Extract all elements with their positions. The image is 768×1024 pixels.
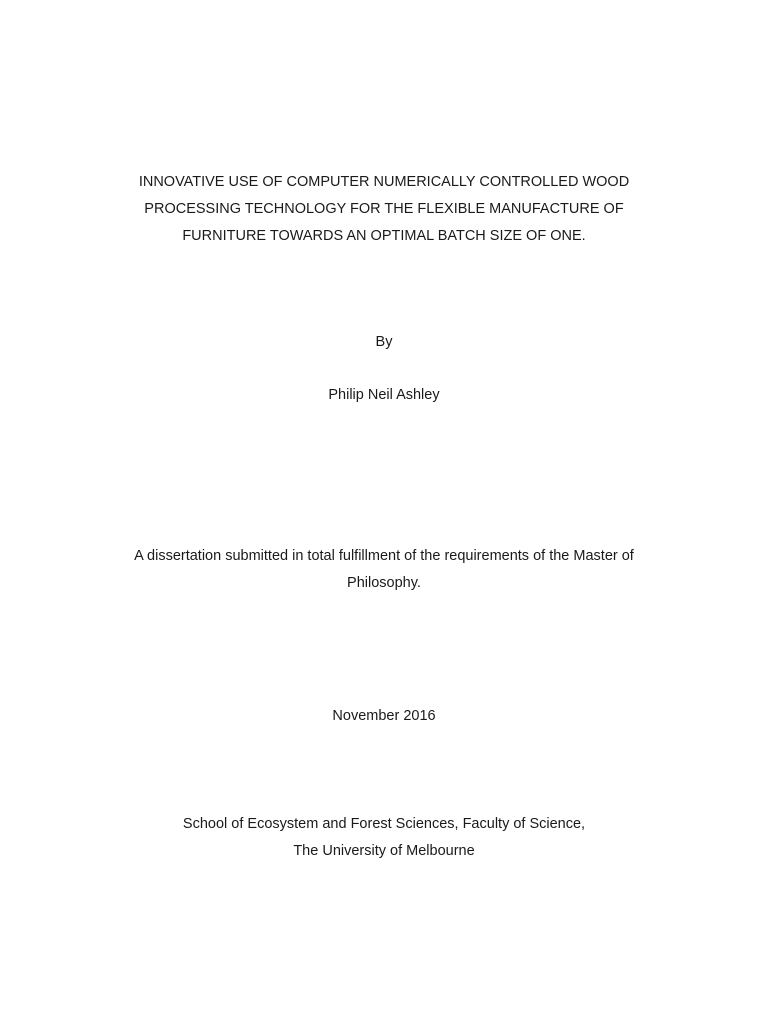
submission-statement-line: A dissertation submitted in total fulfillment of the requirements of the Master of	[134, 548, 634, 564]
by-label	[0, 329, 768, 356]
thesis-title-line: PROCESSING TECHNOLOGY FOR THE FLEXIBLE MANUFACTURE OF	[144, 201, 624, 217]
submission-date	[0, 703, 768, 730]
institution-line: The University of Melbourne	[293, 843, 475, 859]
institution	[0, 811, 768, 865]
institution-line: School of Ecosystem and Forest Sciences, Faculty of Science,	[182, 816, 586, 832]
author-name-text: Philip Neil Ashley	[328, 387, 440, 403]
thesis-title	[0, 169, 768, 250]
by-label-text: By	[375, 334, 393, 350]
thesis-title-line: INNOVATIVE USE OF COMPUTER NUMERICALLY CONTROLLED WOOD	[138, 174, 630, 190]
thesis-title-line: FURNITURE TOWARDS AN OPTIMAL BATCH SIZE OF ONE.	[182, 228, 586, 244]
submission-statement-line: Philosophy.	[347, 575, 421, 591]
author-name	[0, 382, 768, 409]
submission-statement	[0, 543, 768, 597]
submission-date-text: November 2016	[332, 708, 436, 724]
